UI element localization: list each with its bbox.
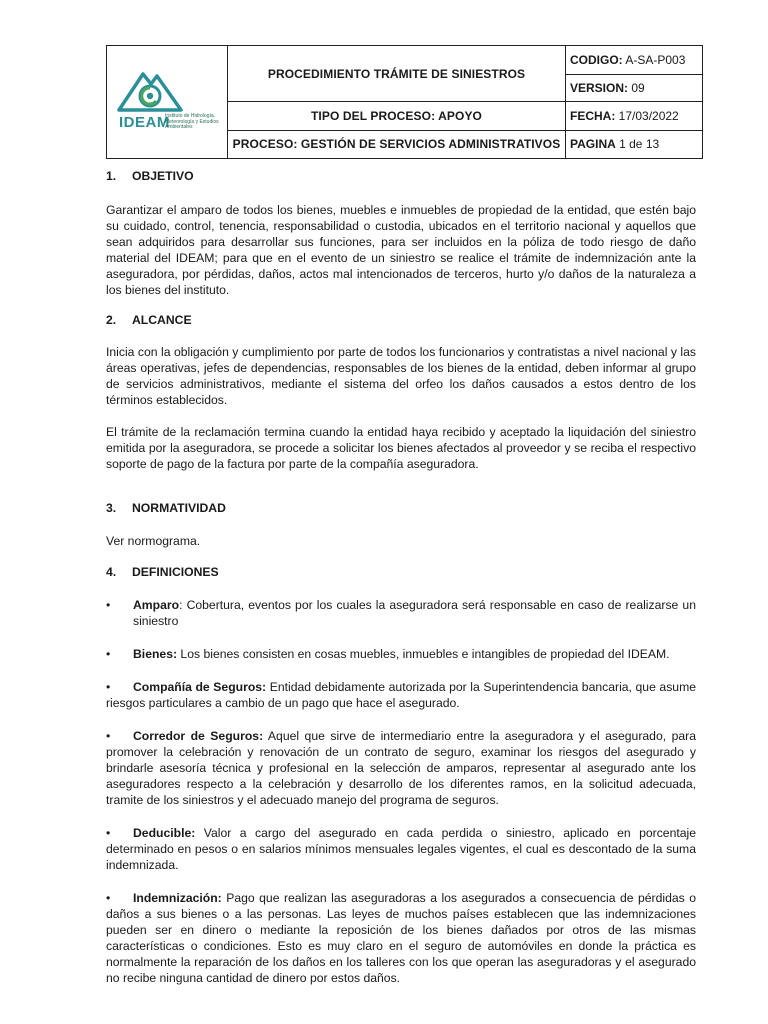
document-title: PROCEDIMIENTO TRÁMITE DE SINIESTROS xyxy=(228,46,566,102)
definition-text: Los bienes consisten en cosas muebles, inmuebles e intangibles de propiedad del IDEAM. xyxy=(180,647,670,661)
normatividad-text: Ver normograma. xyxy=(106,534,201,548)
section-number: 3. xyxy=(106,501,117,515)
definition-item xyxy=(106,597,696,629)
bullet-icon: • xyxy=(106,598,111,612)
pagina-label: PAGINA xyxy=(570,137,616,152)
codigo-cell xyxy=(566,46,703,75)
objetivo-text: Garantizar el amparo de todos los bienes, muebles e inmuebles de propiedad de la entidad, que estén bajo su cuidado, control, tenencia, responsabilidad o custodia, ubicados en el territorio nacional y aquellos que sean adquiridos para desarrollar sus funciones, para ser incluidos en la póliza de todo riesgo de daño material del IDEAM; para que en el evento de un siniestro se realice el trámite de indemnización ante la aseguradora, por pérdidas, daños, actos mal intencionados de terceros, hurto y/o daños de la naturaleza a los bienes del instituto. xyxy=(106,203,696,297)
section-title: DEFINICIONES xyxy=(132,565,219,579)
alcance-text-2: El trámite de la reclamación termina cuando la entidad haya recibido y aceptado la liquidación del siniestro emitida por la aseguradora, se procede a solicitar los bienes afectados al proveedor y se reciba el respectivo soporte de pago de la factura por parte de la compañía aseguradora. xyxy=(106,425,696,471)
definition-item xyxy=(106,825,696,873)
logo-wordmark: IDEAM xyxy=(119,114,170,131)
section-heading-normatividad xyxy=(106,500,696,516)
definition-text: Valor a cargo del asegurado en cada perdida o siniestro, aplicado en porcentaje determinado en pesos o en salarios mínimos mensuales legales vigentes, el cual es descontado de la suma indemnizada. xyxy=(106,826,696,872)
section-heading-objetivo xyxy=(106,168,696,184)
definition-text: Cobertura, eventos por los cuales la aseguradora será responsable en caso de realizarse un siniestro xyxy=(133,598,696,628)
definition-separator: : xyxy=(179,598,187,612)
definition-term: Indemnización: xyxy=(133,891,222,905)
logo-cell xyxy=(107,46,228,159)
definition-text: Pago que realizan las aseguradoras a los asegurados a consecuencia de pérdidas o daños a sus bienes o a las personas. Las leyes de muchos países establecen que las indemnizaciones pueden ser en dinero o mediante la reposición de los bienes dañados por otros de las mismas características o condiciones. Esto es muy claro en el seguro de automóviles en donde la práctica es normalmente la reparación de los daños en los talleres con los que operan las aseguradoras y el asegurado no recibe ninguna cantidad de dinero por estos daños. xyxy=(106,891,696,985)
bullet-icon: • xyxy=(106,891,111,905)
definition-term: Deducible: xyxy=(133,826,196,840)
document-header-table xyxy=(106,45,703,159)
bullet-icon: • xyxy=(106,647,111,661)
ideam-logo xyxy=(107,46,227,158)
section-heading-alcance xyxy=(106,312,696,328)
pagina-value: 1 de 13 xyxy=(619,137,660,152)
definition-item xyxy=(106,679,696,711)
definition-term: Corredor de Seguros: xyxy=(133,729,264,743)
fecha-cell xyxy=(566,102,703,130)
bullet-icon: • xyxy=(106,729,111,743)
ideam-emblem-icon xyxy=(115,66,185,114)
section-number: 1. xyxy=(106,169,117,183)
fecha-value: 17/03/2022 xyxy=(618,109,679,124)
definition-item xyxy=(106,646,696,662)
logo-subtitle: Instituto de Hidrología, Meteorología y Estudios Ambientales xyxy=(165,113,219,130)
section-title: ALCANCE xyxy=(132,313,192,327)
bullet-icon: • xyxy=(106,826,111,840)
fecha-label: FECHA: xyxy=(570,109,616,124)
definition-item xyxy=(106,728,696,808)
version-cell xyxy=(566,75,703,102)
process-name: PROCESO: GESTIÓN DE SERVICIOS ADMINISTRATIVOS xyxy=(228,130,566,158)
definition-term: Compañía de Seguros: xyxy=(133,680,267,694)
definition-term: Amparo xyxy=(133,598,180,612)
definition-text: Aquel que sirve de intermediario entre la aseguradora y el asegurado, para promover la celebración y renovación de un contrato de seguro, examinar los riesgos del asegurado y brindarle asesoría técnica y profesional en la selección de amparos, representar al asegurado ante los aseguradores respecto a la celebración y desarrollo de los diferentes ramos, en la solicitud adecuada, tramite de los siniestros y el adecuado manejo del programa de seguros. xyxy=(106,729,696,807)
section-title: NORMATIVIDAD xyxy=(132,501,226,515)
codigo-value: A-SA-P003 xyxy=(625,53,686,68)
definition-text: Entidad debidamente autorizada por la Superintendencia bancaria, que asume riesgos particulares a cambio de un pago que hace el asegurado. xyxy=(106,680,697,710)
version-value: 09 xyxy=(631,81,645,96)
section-number: 4. xyxy=(106,565,117,579)
section-heading-definiciones xyxy=(106,564,696,580)
definition-term: Bienes: xyxy=(133,647,178,661)
document-body xyxy=(106,168,696,986)
process-type: TIPO DEL PROCESO: APOYO xyxy=(228,102,566,130)
codigo-label: CODIGO: xyxy=(570,53,623,68)
version-label: VERSION: xyxy=(570,81,629,96)
alcance-text-1: Inicia con la obligación y cumplimiento por parte de todos los funcionarios y contratistas a nivel nacional y las áreas operativas, jefes de dependencias, responsables de los bienes de la entidad, deben informar al grupo de servicios administrativos, mediante el sistema del orfeo los daños causados a estos dentro de los términos establecidos. xyxy=(106,345,696,407)
section-title: OBJETIVO xyxy=(132,169,194,183)
definition-separator xyxy=(195,826,203,840)
section-number: 2. xyxy=(106,313,117,327)
bullet-icon: • xyxy=(106,680,111,694)
pagina-cell xyxy=(566,130,703,158)
definition-item xyxy=(106,890,696,986)
